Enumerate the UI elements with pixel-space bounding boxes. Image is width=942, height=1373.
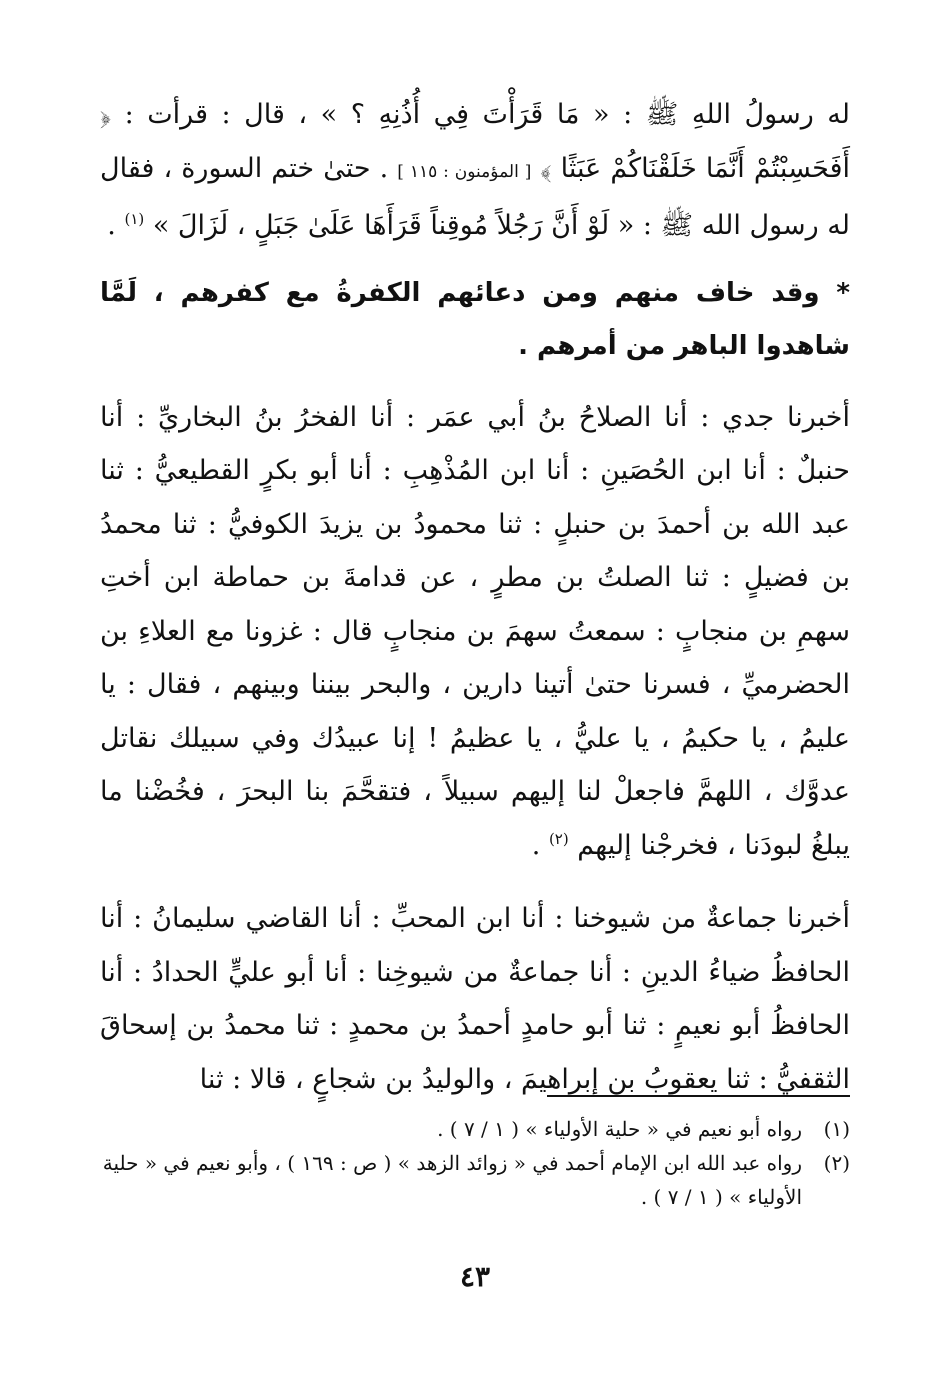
- footnote-marker-2[interactable]: (٢): [548, 829, 569, 848]
- footnote-1: [100, 1112, 850, 1146]
- footnote-2-text: رواه عبد الله ابن الإمام أحمد في « زوائد الزهد » ( ص : ١٦٩ ) ، وأبو نعيم في « حلية الأولياء » ( ١ / ٧ ) .: [102, 1151, 802, 1209]
- paragraph-4: أخبرنا جماعةٌ من شيوخنا : أنا ابن المحبِّ : أنا القاضي سليمانُ : أنا الحافظُ ضياءُ الدينِ : أنا جماعةٌ من شيوخِنا : أنا أبو عليٍّ الحدادُ : أنا الحافظُ أبو نعيمٍ : ثنا أبو حامدٍ أحمدُ بن محمدٍ : ثنا محمدُ بن إسحاقَ الثقفيُّ : ثنا يعقوبُ بن إبراهيمَ ، والوليدُ بن شجاعٍ ، قالا : ثنا: [100, 903, 850, 1095]
- footnotes: [100, 1112, 850, 1214]
- footnote-2: [100, 1146, 850, 1214]
- paragraph-1-text-a: له رسولُ اللهِ ﷺ : « مَا قَرَأْتَ فِي أُذُنِهِ ؟ » ، قال : قرأت : ﴿ أَفَحَسِبْتُمْ أَنَّمَا خَلَقْنَاكُمْ عَبَثًا ﴾: [100, 99, 851, 184]
- footnote-marker-1[interactable]: (١): [124, 210, 145, 228]
- book-page: [100, 88, 850, 1313]
- quran-reference: [ المؤمنون : ١١٥ ]: [397, 161, 532, 182]
- footnote-1-text: رواه أبو نعيم في « حلية الأولياء » ( ١ / ٧ ) .: [437, 1117, 802, 1141]
- section-heading: * وقد خاف منهم ومن دعائهم الكفرةُ مع كفرهم ، لَمَّا شاهدوا الباهر من أمرهم .: [100, 277, 850, 361]
- footnote-divider: [547, 1095, 850, 1097]
- paragraph-1-text-b: . حتىٰ ختم السورة ، فقال له رسول الله ﷺ : « لَوْ أَنَّ رَجُلاً مُوقِناً قَرَأَهَا عَلَىٰ جَبَلٍ ، لَزَالَ »: [100, 152, 850, 241]
- paragraph-1-end: .: [107, 210, 125, 241]
- paragraph-3: [100, 391, 850, 873]
- paragraph-3-text: أخبرنا جدي : أنا الصلاحُ بنُ أبي عمَر : أنا الفخرُ بنُ البخاريِّ : أنا حنبلٌ : أنا ابن الحُصَينِ : أنا ابن المُذْهِبِ : أنا أبو بكرٍ القطيعيُّ : ثنا عبد الله بن أحمدَ بن حنبلٍ : ثنا محمودُ بن يزيدَ الكوفيُّ : ثنا محمدُ بن فضيلٍ : ثنا الصلتُ بن مطرٍ ، عن قدامةَ بن حماطة ابن أختِ سهمِ بن منجابٍ : سمعتُ سهمَ بن منجابٍ قال : غزونا مع العلاءِ بن الحضرميِّ ، فسرنا حتىٰ أتينا دارين ، والبحر بيننا وبينهم ، فقال : يا عليمُ ، يا حكيمُ ، يا عليُّ ، يا عظيمُ ! إنا عبيدُك وفي سبيلك نقاتل عدوَّك ، اللهمَّ فاجعلْ لنا إليهم سبيلاً ، فتقحَّمَ بنا البحرَ ، فخُضْنا ما يبلغُ لبودَنا ، فخرجْنا إليهم: [100, 401, 850, 861]
- footnote-2-number: (٢): [823, 1151, 850, 1175]
- paragraph-1: [100, 88, 850, 253]
- page-number: ٤٣: [459, 1260, 491, 1293]
- footnote-1-number: (١): [823, 1117, 850, 1141]
- paragraph-3-end: .: [531, 829, 549, 861]
